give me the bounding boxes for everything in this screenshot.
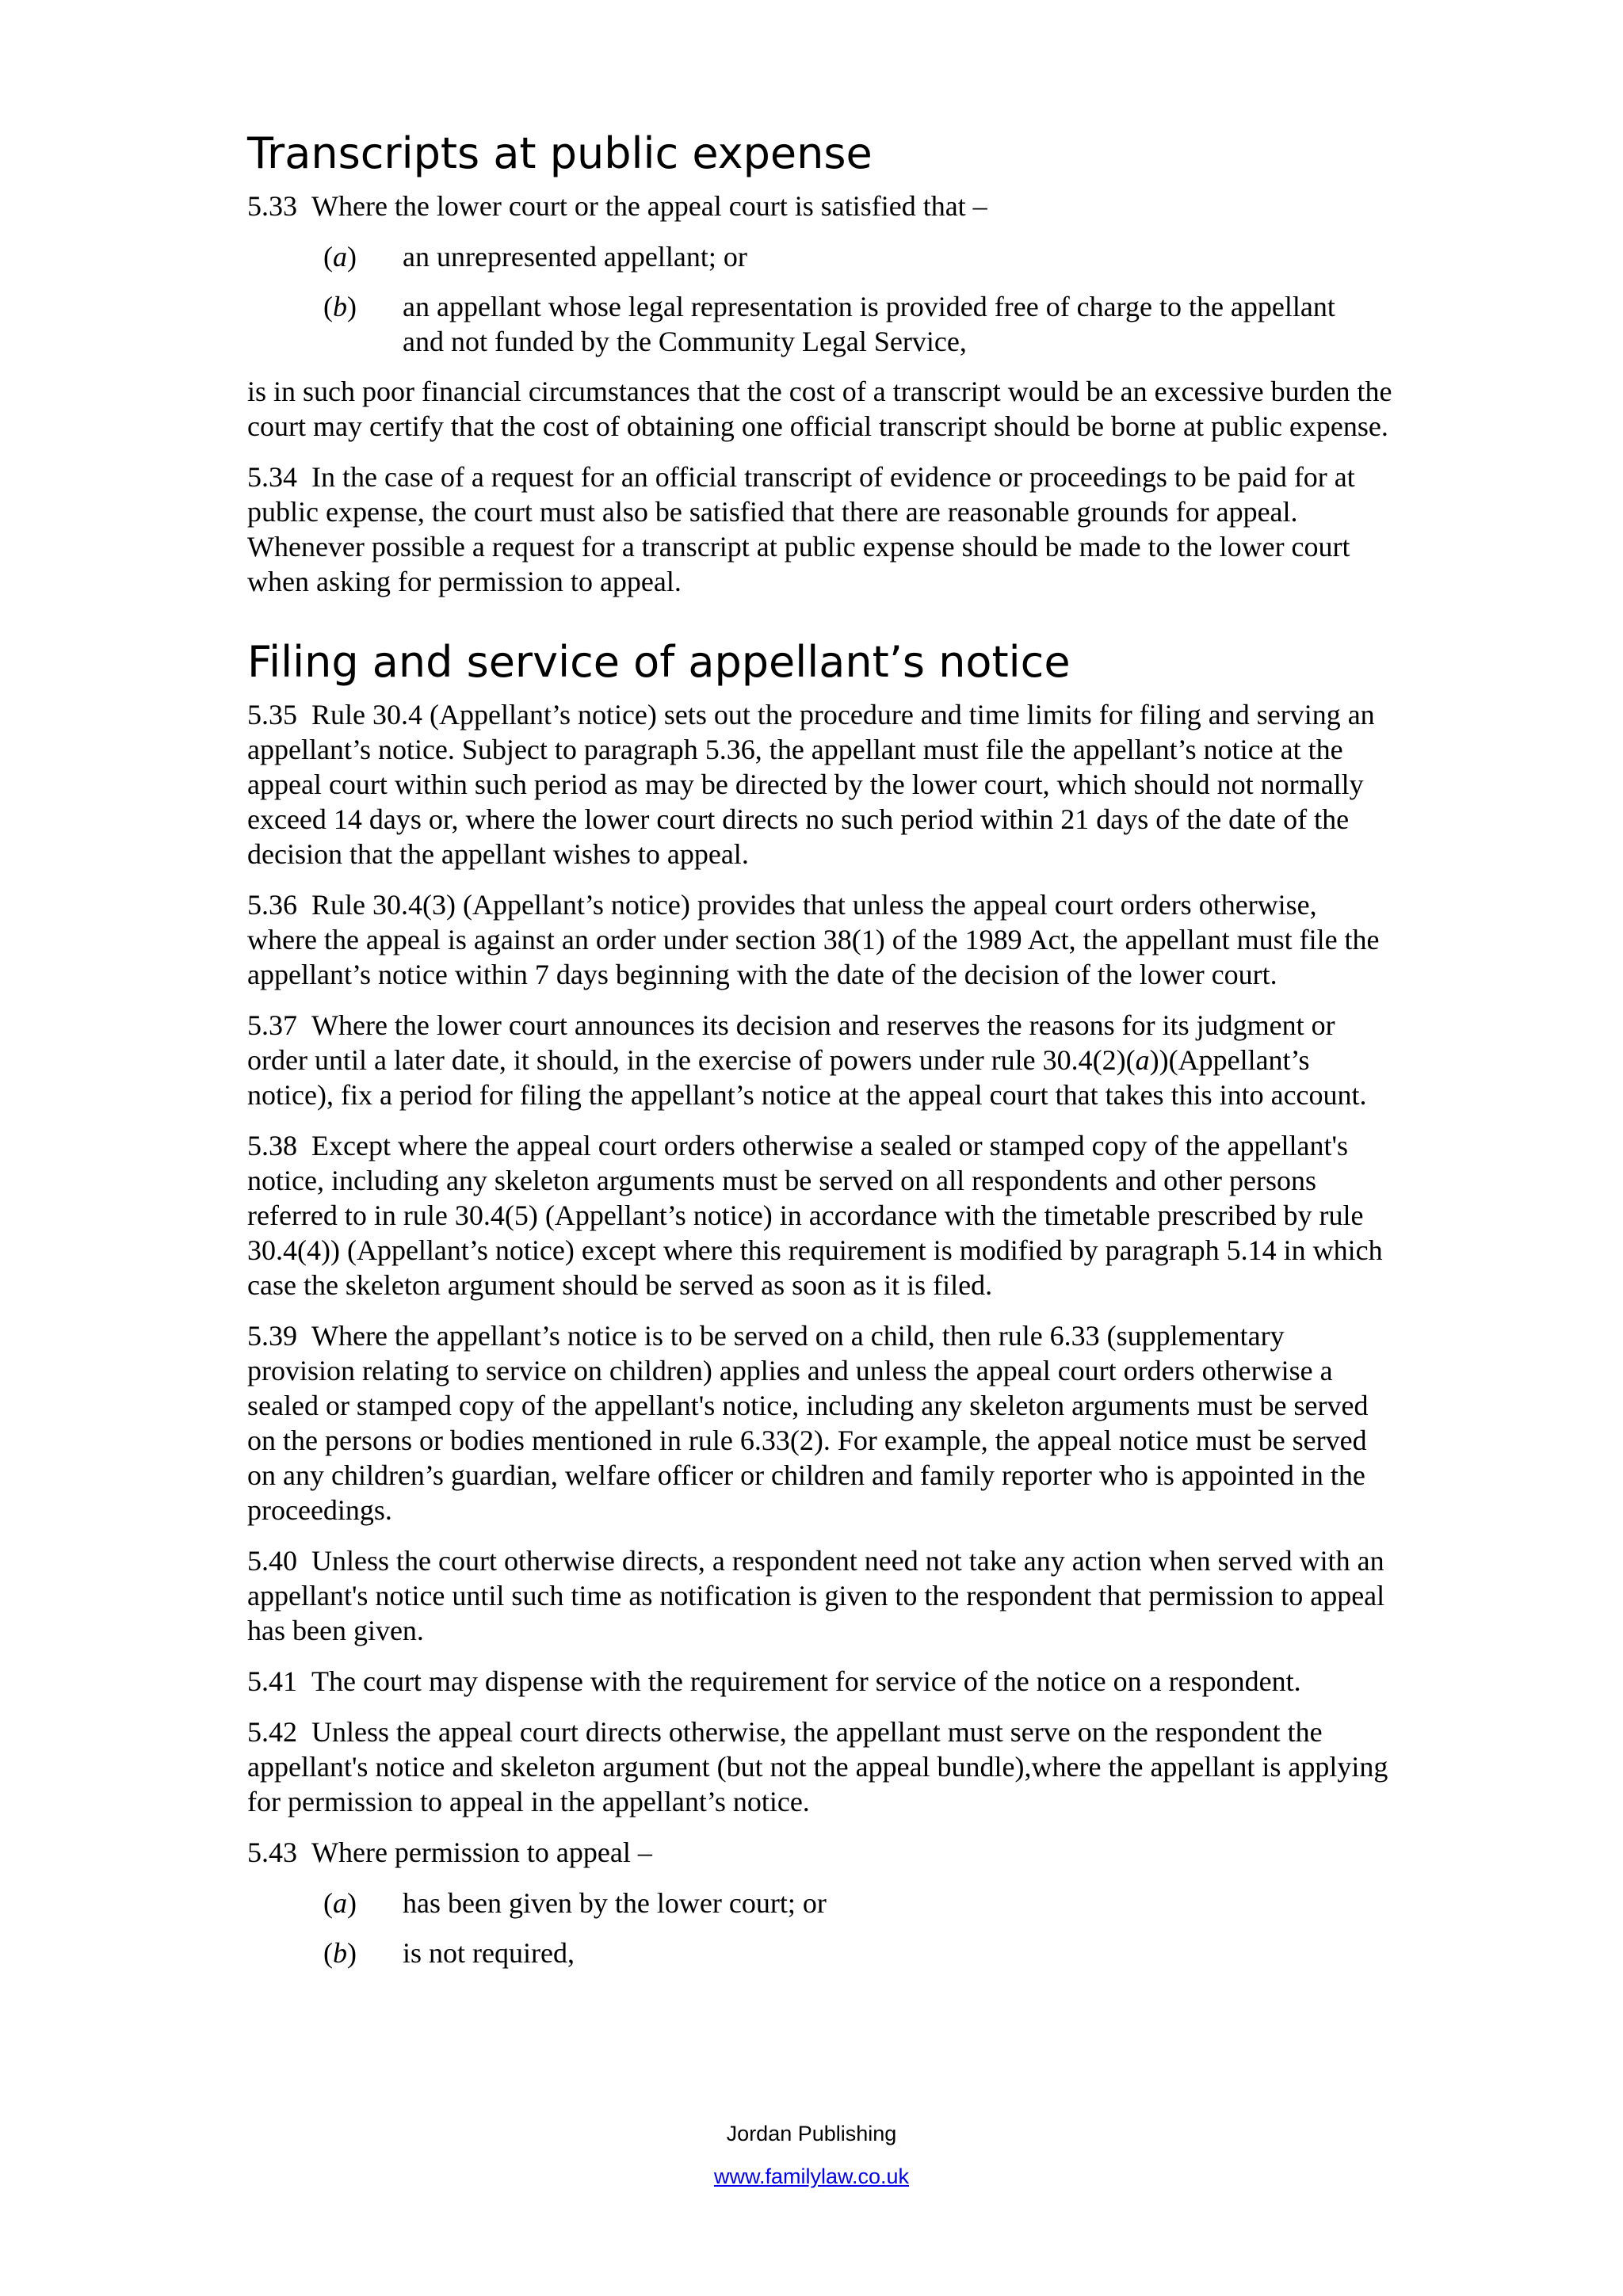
paragraph-text: Where the lower court announces its decision and reserves the reasons for its judgment or order until a later date, it should, in the exercise of powers under rule 30.4(2)( [247,1009,1335,1076]
document-page [247,127,1392,1985]
paragraph-text: The court may dispense with the requirement for service of the notice on a respondent. [311,1665,1301,1697]
section-heading-filing-service: Filing and service of appellant’s notice [247,637,1071,687]
paragraph-continuation: is in such poor financial circumstances that the cost of a transcript would be an excessive burden the court may certify that the cost of obtaining one official transcript should be borne at public expense. [247,376,1392,442]
paragraph-number: 5.41 [247,1665,297,1697]
list-item-b [247,289,1392,359]
paragraph-text-italic: a [1135,1044,1150,1076]
list-item-b [247,1936,1392,1970]
paragraph-text: Rule 30.4(3) (Appellant’s notice) provides that unless the appeal court orders otherwise, where the appeal is against an order under section 38(1) of the 1989 Act, the appellant must file the appellant’s notice within 7 days beginning with the date of the decision of the lower court. [247,889,1380,990]
item-label: (a) [323,1887,357,1919]
paragraph-number: 5.38 [247,1130,297,1161]
paragraph-5-40 [247,1543,1392,1648]
item-text: has been given by the lower court; or [403,1887,827,1919]
paragraph-number: 5.33 [247,190,297,222]
paragraph-text: Except where the appeal court orders otherwise a sealed or stamped copy of the appellant's notice, including any skeleton arguments must be served on all respondents and other persons referred to in rule 30.4(5) (Appellant’s notice) in accordance with the timetable prescribed by rule 30.4(4)) (Appellant’s notice) except where this requirement is modified by paragraph 5.14 in which case the skeleton argument should be served as soon as it is filed. [247,1130,1383,1301]
paragraph-text: Where permission to appeal – [311,1836,652,1868]
paragraph-number: 5.35 [247,699,297,730]
paragraph-5-35 [247,697,1392,871]
paragraph-number: 5.37 [247,1009,297,1041]
paragraph-text: Unless the appeal court directs otherwise, the appellant must serve on the respondent the appellant's notice and skeleton argument (but not the appeal bundle),where the appellant is applying for permission to appeal in the appellant’s notice. [247,1716,1388,1817]
paragraph-5-38 [247,1128,1392,1302]
list-item-a [247,239,1392,274]
item-label: (a) [323,241,357,273]
publisher-name: Jordan Publishing [726,2122,897,2145]
paragraph-number: 5.43 [247,1836,297,1868]
item-text: is not required, [403,1937,575,1969]
paragraph-number: 5.40 [247,1545,297,1577]
paragraph-5-43 [247,1835,1392,1870]
paragraph-5-34 [247,460,1392,599]
paragraph-number: 5.39 [247,1320,297,1352]
list-item-a [247,1886,1392,1920]
item-text: an appellant whose legal representation is provided free of charge to the appellant and not funded by the Community Legal Service, [403,291,1335,357]
paragraph-text: Where the lower court or the appeal court is satisfied that – [311,190,987,222]
item-label: (b) [323,1937,357,1969]
paragraph-text: ))(Appellant’s notice), fix a period for filing the appellant’s notice at the appeal court that takes this into account. [247,1044,1367,1111]
page-footer [0,2120,1623,2190]
paragraph-5-42 [247,1714,1392,1819]
section-heading-transcripts: Transcripts at public expense [247,128,873,178]
paragraph-text: Unless the court otherwise directs, a respondent need not take any action when served with an appellant's notice until such time as notification is given to the respondent that permission to appeal has been given. [247,1545,1385,1646]
publisher-website-link[interactable]: www.familylaw.co.uk [713,2164,910,2188]
paragraph-5-33 [247,189,1392,223]
item-label: (b) [323,291,357,322]
paragraph-5-39 [247,1318,1392,1527]
paragraph-text: In the case of a request for an official transcript of evidence or proceedings to be paid for at public expense, the court must also be satisfied that there are reasonable grounds for appeal. Whenever possible a request for a transcript at public expense should be made to the lower court when asking for permission to appeal. [247,461,1355,597]
paragraph-number: 5.36 [247,889,297,921]
item-text: an unrepresented appellant; or [403,241,747,273]
paragraph-text: Rule 30.4 (Appellant’s notice) sets out the procedure and time limits for filing and serving an appellant’s notice. Subject to paragraph 5.36, the appellant must file the appellant’s notice at the appeal court within such period as may be directed by the lower court, which should not normally exceed 14 days or, where the lower court directs no such period within 21 days of the date of the decision that the appellant wishes to appeal. [247,699,1375,870]
paragraph-5-41 [247,1664,1392,1699]
paragraph-number: 5.42 [247,1716,297,1748]
paragraph-5-37 [247,1008,1392,1112]
paragraph-text: Where the appellant’s notice is to be served on a child, then rule 6.33 (supplementary provision relating to service on children) applies and unless the appeal court orders otherwise a sealed or stamped copy of the appellant's notice, including any skeleton arguments must be served on the persons or bodies mentioned in rule 6.33(2). For example, the appeal notice must be served on any children’s guardian, welfare officer or children and family reporter who is appointed in the proceedings. [247,1320,1369,1526]
paragraph-5-36 [247,887,1392,992]
paragraph-number: 5.34 [247,461,297,493]
